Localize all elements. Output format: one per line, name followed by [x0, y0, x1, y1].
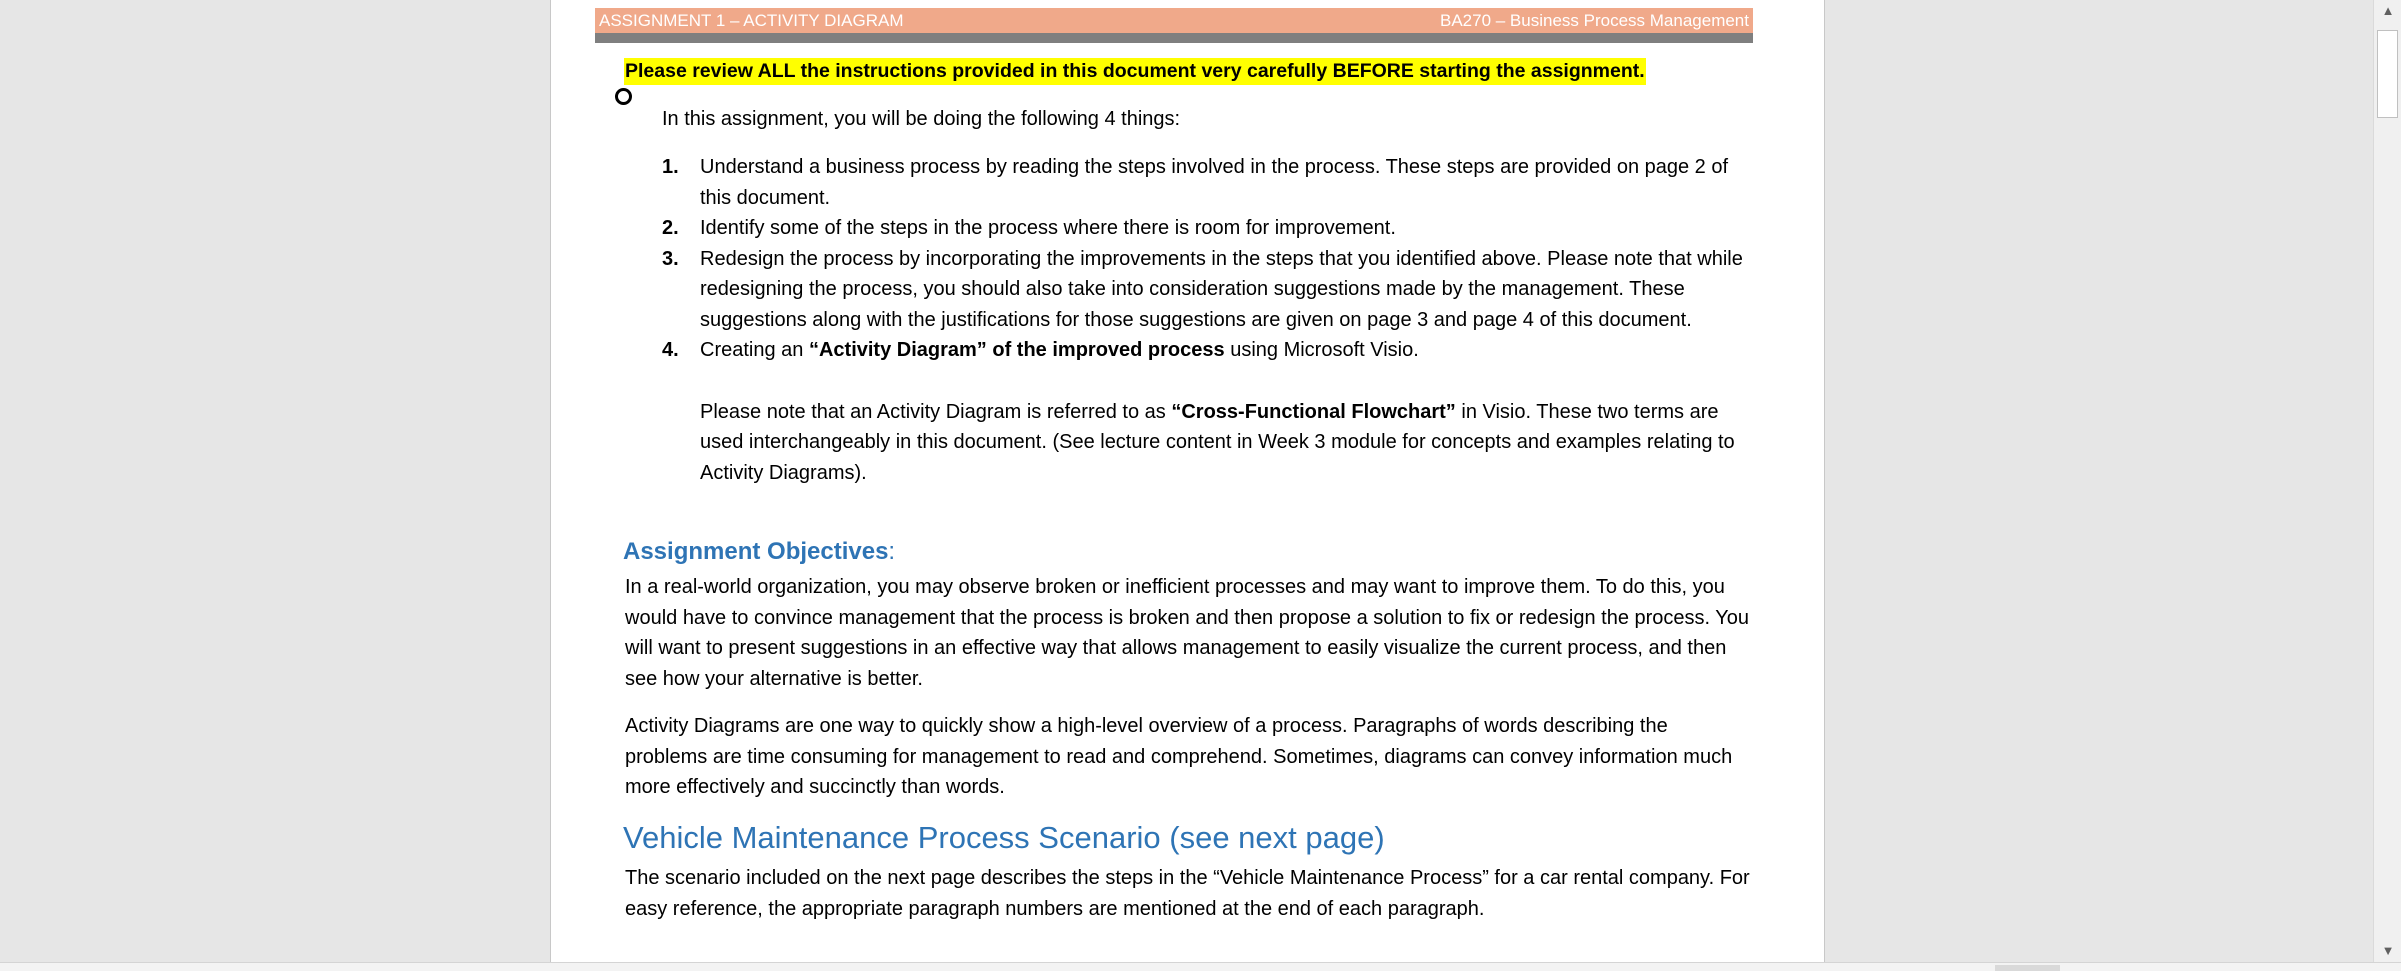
list-item-text: Understand a business process by reading the steps involved in the process. These steps are provided on page 2 of this document.	[700, 156, 1729, 209]
vertical-scrollbar[interactable]	[2373, 0, 2401, 962]
objectives-paragraph-2: Activity Diagrams are one way to quickly show a high-level overview of a process. Paragraphs of words describing the problems are time consuming for management to read and comprehend. Sometimes, diagrams can convey information much more effectively and succinctly than words.	[625, 715, 1733, 798]
list-item-text-bold: “Activity Diagram” of the improved process	[808, 339, 1225, 361]
intro-text: In this assignment, you will be doing the following 4 things:	[662, 108, 1181, 130]
visio-note-pre: Please note that an Activity Diagram is referred to as	[700, 400, 1172, 423]
list-item	[662, 152, 1762, 213]
visio-note	[700, 397, 1762, 489]
scroll-up-icon[interactable]: ▲	[2381, 3, 2395, 18]
list-item-text-post: using Microsoft Visio.	[1224, 339, 1419, 361]
header-left-text: ASSIGNMENT 1 – ACTIVITY DIAGRAM	[599, 11, 904, 30]
list-number: 1.	[662, 156, 679, 178]
scroll-down-icon[interactable]: ▼	[2381, 943, 2395, 958]
list-item-text-pre: Creating an	[700, 339, 809, 361]
list-item	[662, 335, 1762, 488]
task-list	[662, 152, 1762, 488]
list-item	[662, 244, 1762, 336]
header-divider	[595, 33, 1753, 43]
mouse-cursor-icon	[615, 88, 632, 105]
objectives-heading-text: Assignment Objectives	[623, 538, 889, 565]
scrollbar-thumb[interactable]	[2377, 30, 2398, 118]
list-number: 3.	[662, 247, 679, 270]
visio-note-post: in Visio. These two terms are used interchangeably in this document. (See lecture content in Week 3 module for concepts and examples relating to Activity Diagrams).	[700, 400, 1735, 484]
view-button[interactable]	[1995, 965, 2060, 971]
objectives-paragraph-1: In a real-world organization, you may observe broken or inefficient processes and may want to improve them. To do this, you would have to convince management that the process is broken and then propose a solution to fix or redesign the process. You will want to present suggestions in an effective way that allows management to easily visualize the current process, and then see how your alternative is better.	[625, 576, 1750, 690]
scenario-paragraph: The scenario included on the next page describes the steps in the “Vehicle Maintenance Process” for a car rental company. For easy reference, the appropriate paragraph numbers are mentioned at the end of each paragraph.	[625, 867, 1750, 920]
list-number: 2.	[662, 217, 679, 239]
visio-note-bold: “Cross-Functional Flowchart”	[1171, 400, 1456, 423]
page-header-bar	[595, 8, 1753, 33]
list-item	[662, 213, 1762, 244]
list-number: 4.	[662, 339, 679, 361]
objectives-heading-colon: :	[888, 538, 896, 565]
list-item-text: Redesign the process by incorporating the improvements in the steps that you identified above. Please note that while redesigning the process, you should also take into consideration suggestions made by the management. These suggestions along with the justifications for those suggestions are given on page 3 and page 4 of this document.	[700, 247, 1743, 331]
paragraph-gap	[700, 366, 1762, 397]
document-page[interactable]	[550, 0, 1825, 962]
header-right-text: BA270 – Business Process Management	[1439, 11, 1749, 30]
scenario-heading: Vehicle Maintenance Process Scenario (see next page)	[623, 820, 1385, 855]
list-item-text: Identify some of the steps in the process where there is room for improvement.	[700, 217, 1396, 239]
objectives-heading	[623, 538, 895, 566]
status-bar	[0, 962, 2401, 971]
highlighted-notice: Please review ALL the instructions provided in this document very carefully BEFORE starting the assignment.	[624, 58, 1646, 85]
